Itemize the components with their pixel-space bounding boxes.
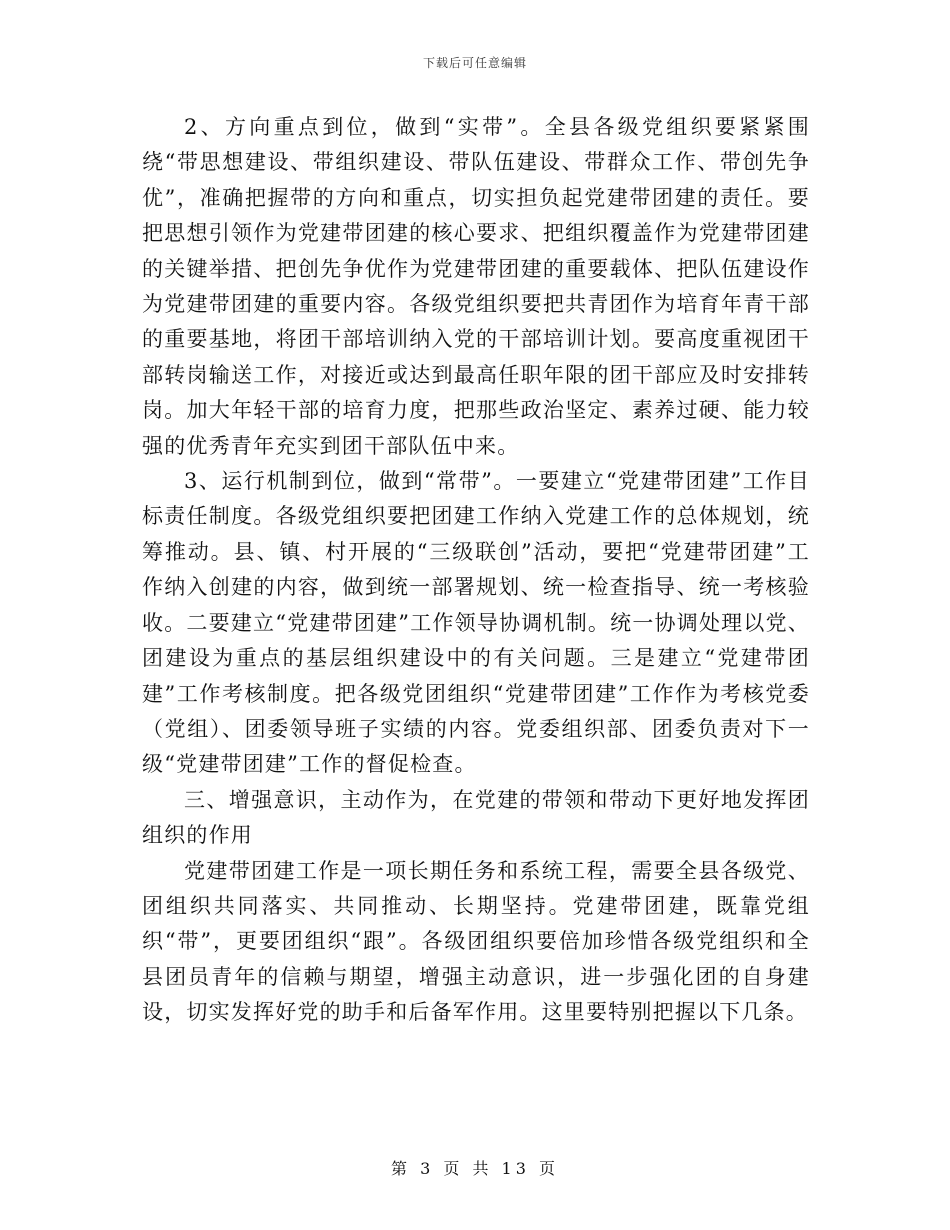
section-heading-three: 三、增强意识，主动作为，在党建的带领和带动下更好地发挥团组织的作用 — [142, 787, 810, 848]
header-note: 下载后可任意编辑 — [422, 56, 527, 70]
document-body — [142, 110, 810, 1031]
paragraph-direction-focus: 2、方向重点到位，做到“实带”。全县各级党组织要紧紧围绕“带思想建设、带组织建设、带队伍建设、带群众工作、带创先争优”，准确把握带的方向和重点，切实担负起党建带团建的责任。要把思想引领作为党建带团建的核心要求、把组织覆盖作为党建带团建的关键举措、把创先争优作为党建带团建的重要载体、把队伍建设作为党建带团建的重要内容。各级党组织要把共青团作为培育年青干部的重要基地，将团干部培训纳入党的干部培训计划。要高度重视团干部转岗输送工作，对接近或达到最高任职年限的团干部应及时安排转岗。加大年轻干部的培育力度，把那些政治坚定、素养过硬、能力较强的优秀青年充实到团干部队伍中来。 — [142, 115, 810, 458]
paragraph-long-term-task: 党建带团建工作是一项长期任务和系统工程，需要全县各级党、团组织共同落实、共同推动、长期坚持。党建带团建，既靠党组织“带”，更要团组织“跟”。各级团组织要倍加珍惜各级党组织和全县团员青年的信赖与期望，增强主动意识，进一步强化团的自身建设，切实发挥好党的助手和后备军作用。这里要特别把握以下几条。 — [142, 858, 810, 1025]
paragraph-operating-mechanism: 3、运行机制到位，做到“常带”。一要建立“党建带团建”工作目标责任制度。各级党组织要把团建工作纳入党建工作的总体规划，统筹推动。县、镇、村开展的“三级联创”活动，要把“党建带团建”工作纳入创建的内容，做到统一部署规划、统一检查指导、统一考核验收。二要建立“党建带团建”工作领导协调机制。统一协调处理以党、团建设为重点的基层组织建设中的有关问题。三是建立“党建带团建”工作考核制度。把各级党团组织“党建带团建”工作作为考核党委（党组）、团委领导班子实绩的内容。党委组织部、团委负责对下一级“党建带团建”工作的督促检查。 — [142, 469, 810, 777]
page-number-footer: 第 3 页 共 13 页 — [391, 1159, 559, 1178]
